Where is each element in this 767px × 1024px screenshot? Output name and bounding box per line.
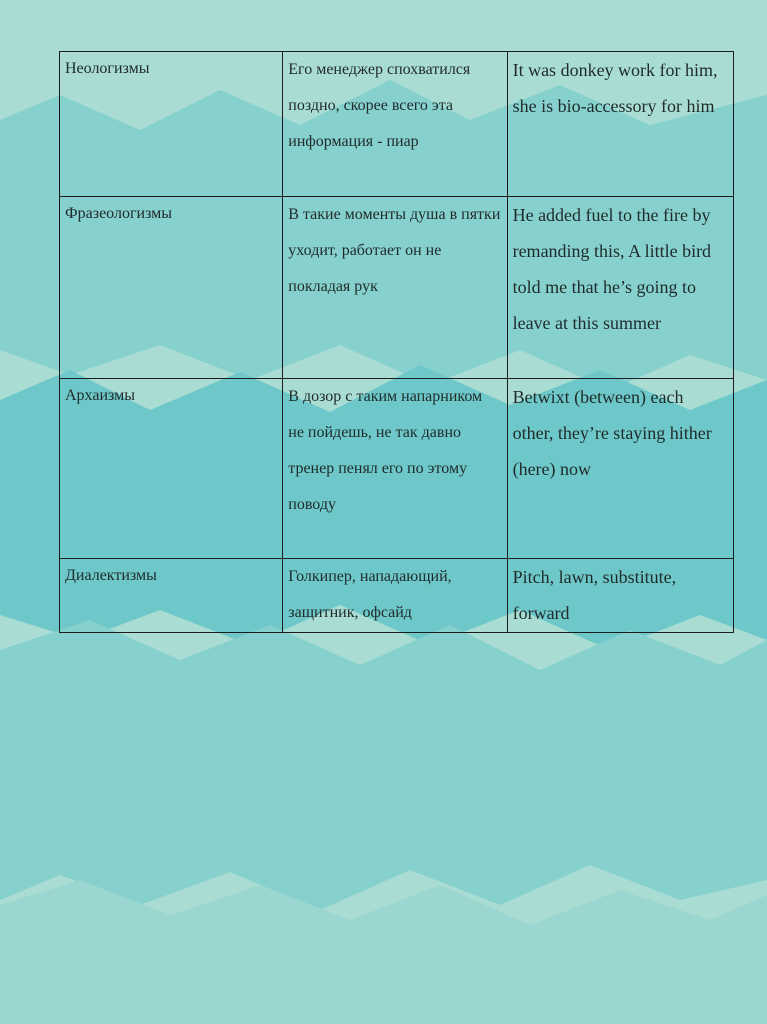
english-example-cell	[507, 197, 733, 379]
russian-example-cell	[283, 197, 507, 379]
term-text: Фразеологизмы	[65, 205, 173, 222]
term-cell	[60, 559, 283, 633]
table-row	[60, 197, 734, 379]
russian-example-text: Голкипер, нападающий, защитник, офсайд	[288, 568, 452, 621]
table-row	[60, 52, 734, 197]
background-band-lower	[0, 620, 767, 910]
russian-example-text: Его менеджер спохватился поздно, скорее всего эта информация - пиар	[288, 61, 471, 150]
english-example-cell	[507, 379, 733, 559]
comparison-table	[59, 51, 734, 633]
english-example-text: It was donkey work for him, she is bio-accessory for him	[512, 60, 718, 116]
russian-example-cell	[283, 559, 507, 633]
russian-example-cell	[283, 379, 507, 559]
term-text: Архаизмы	[65, 387, 135, 404]
russian-example-cell	[283, 52, 507, 197]
english-example-cell	[507, 559, 733, 633]
russian-example-text: В такие моменты душа в пятки уходит, работает он не покладая рук	[288, 206, 501, 295]
english-example-text: Betwixt (between) each other, they’re staying hither (here) now	[512, 387, 712, 479]
term-cell	[60, 379, 283, 559]
table-row	[60, 379, 734, 559]
table-row	[60, 559, 734, 633]
term-cell	[60, 52, 283, 197]
term-text: Неологизмы	[65, 60, 150, 77]
english-example-cell	[507, 52, 733, 197]
english-example-text: Pitch, lawn, substitute, forward	[512, 567, 677, 623]
term-text: Диалектизмы	[65, 567, 157, 584]
russian-example-text: В дозор с таким напарником не пойдешь, не так давно тренер пенял его по этому поводу	[288, 388, 483, 513]
term-cell	[60, 197, 283, 379]
english-example-text: He added fuel to the fire by remanding this, A little bird told me that he’s going to leave at this summer	[512, 205, 712, 333]
